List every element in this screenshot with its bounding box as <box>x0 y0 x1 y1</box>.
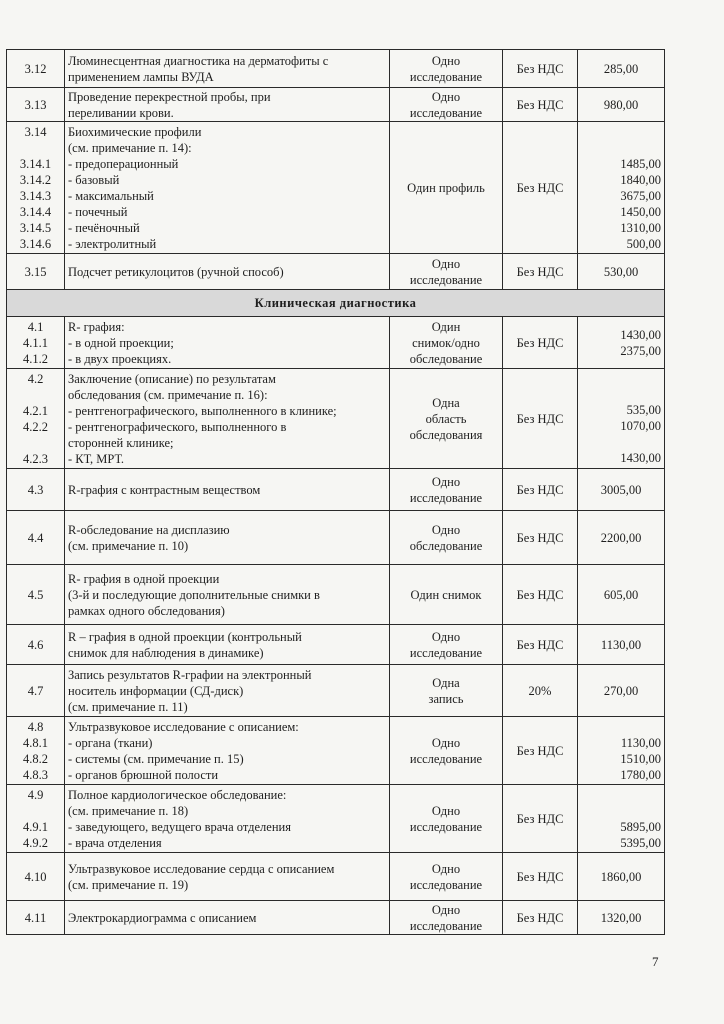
service-unit: Одно исследование <box>390 469 503 511</box>
row-number: 3.12 <box>7 50 65 88</box>
service-name: R- графия: - в одной проекции; - в двух проекциях. <box>65 317 390 369</box>
table-row <box>7 785 665 853</box>
row-number: 3.14 3.14.1 3.14.2 3.14.3 3.14.4 3.14.5 3.14.6 <box>7 122 65 254</box>
table-row <box>7 901 665 935</box>
row-number: 4.9 4.9.1 4.9.2 <box>7 785 65 853</box>
service-unit: Один профиль <box>390 122 503 254</box>
row-number: 4.8 4.8.1 4.8.2 4.8.3 <box>7 717 65 785</box>
vat-rate: Без НДС <box>503 469 578 511</box>
service-unit: Одно исследование <box>390 717 503 785</box>
service-price: 1320,00 <box>578 901 665 935</box>
service-price: 2200,00 <box>578 511 665 565</box>
table-row <box>7 565 665 625</box>
row-number: 4.10 <box>7 853 65 901</box>
service-unit: Один снимок/одно обследование <box>390 317 503 369</box>
service-name: R – графия в одной проекции (контрольный снимок для наблюдения в динамике) <box>65 625 390 665</box>
row-number: 3.15 <box>7 254 65 290</box>
service-price: 1430,00 2375,00 <box>578 317 665 369</box>
service-unit: Одно исследование <box>390 254 503 290</box>
vat-rate: Без НДС <box>503 565 578 625</box>
row-number: 4.2 4.2.1 4.2.2 4.2.3 <box>7 369 65 469</box>
service-name: R- графия в одной проекции (3-й и последующие дополнительные снимки в рамках одного обследования) <box>65 565 390 625</box>
table-row <box>7 122 665 254</box>
section-title: Клиническая диагностика <box>7 290 665 317</box>
row-number: 4.6 <box>7 625 65 665</box>
table-row <box>7 717 665 785</box>
row-number: 4.4 <box>7 511 65 565</box>
vat-rate: Без НДС <box>503 88 578 122</box>
row-number: 4.11 <box>7 901 65 935</box>
service-unit: Одна запись <box>390 665 503 717</box>
service-name: R-графия с контрастным веществом <box>65 469 390 511</box>
row-number: 4.5 <box>7 565 65 625</box>
vat-rate: Без НДС <box>503 122 578 254</box>
price-table <box>6 49 665 935</box>
table-row <box>7 88 665 122</box>
row-number: 4.3 <box>7 469 65 511</box>
service-price: 285,00 <box>578 50 665 88</box>
service-price: 605,00 <box>578 565 665 625</box>
service-price: 535,00 1070,00 1430,00 <box>578 369 665 469</box>
service-name: R-обследование на дисплазию (см. примечание п. 10) <box>65 511 390 565</box>
service-price: 1130,00 <box>578 625 665 665</box>
service-unit: Одно исследование <box>390 853 503 901</box>
service-price: 1485,00 1840,00 3675,00 1450,00 1310,00 500,00 <box>578 122 665 254</box>
table-row <box>7 625 665 665</box>
table-row <box>7 665 665 717</box>
vat-rate: Без НДС <box>503 369 578 469</box>
service-unit: Одна область обследования <box>390 369 503 469</box>
service-unit: Одно исследование <box>390 901 503 935</box>
service-name: Полное кардиологическое обследование: (см. примечание п. 18) - заведующего, ведущего врача отделения - врача отделения <box>65 785 390 853</box>
vat-rate: Без НДС <box>503 785 578 853</box>
row-number: 4.1 4.1.1 4.1.2 <box>7 317 65 369</box>
service-price: 980,00 <box>578 88 665 122</box>
vat-rate: Без НДС <box>503 717 578 785</box>
vat-rate: Без НДС <box>503 317 578 369</box>
table-row <box>7 50 665 88</box>
service-price: 1860,00 <box>578 853 665 901</box>
vat-rate: Без НДС <box>503 853 578 901</box>
table-row <box>7 317 665 369</box>
service-name: Подсчет ретикулоцитов (ручной способ) <box>65 254 390 290</box>
row-number: 4.7 <box>7 665 65 717</box>
service-unit: Одно исследование <box>390 88 503 122</box>
service-price: 5895,00 5395,00 <box>578 785 665 853</box>
table-row <box>7 254 665 290</box>
service-name: Ультразвуковое исследование с описанием: - органа (ткани) - системы (см. примечание п. 15) - органов брюшной полости <box>65 717 390 785</box>
vat-rate: Без НДС <box>503 511 578 565</box>
service-price: 530,00 <box>578 254 665 290</box>
row-number: 3.13 <box>7 88 65 122</box>
vat-rate: Без НДС <box>503 50 578 88</box>
service-price: 1130,00 1510,00 1780,00 <box>578 717 665 785</box>
table-row <box>7 853 665 901</box>
service-price: 270,00 <box>578 665 665 717</box>
service-unit: Один снимок <box>390 565 503 625</box>
service-name: Люминесцентная диагностика на дерматофиты с применением лампы ВУДА <box>65 50 390 88</box>
vat-rate: Без НДС <box>503 254 578 290</box>
service-unit: Одно исследование <box>390 625 503 665</box>
vat-rate: Без НДС <box>503 625 578 665</box>
service-name: Биохимические профили (см. примечание п. 14): - предоперационный - базовый - максимальный - почечный - печёночный - электролитный <box>65 122 390 254</box>
service-name: Запись результатов R-графии на электронный носитель информации (СД-диск) (см. примечание п. 11) <box>65 665 390 717</box>
page-number: 7 <box>652 954 659 969</box>
table-row <box>7 369 665 469</box>
service-name: Проведение перекрестной пробы, при переливании крови. <box>65 88 390 122</box>
table-row <box>7 469 665 511</box>
service-unit: Одно исследование <box>390 785 503 853</box>
section-header-row <box>7 290 665 317</box>
table-row <box>7 511 665 565</box>
service-unit: Одно обследование <box>390 511 503 565</box>
service-price: 3005,00 <box>578 469 665 511</box>
vat-rate: 20% <box>503 665 578 717</box>
service-name: Ультразвуковое исследование сердца с описанием (см. примечание п. 19) <box>65 853 390 901</box>
service-name: Заключение (описание) по результатам обследования (см. примечание п. 16): - рентгенографического, выполненного в клинике; - рентгенографического, выполненного в сторонней клинике; - КТ, МРТ. <box>65 369 390 469</box>
service-name: Электрокардиограмма с описанием <box>65 901 390 935</box>
service-unit: Одно исследование <box>390 50 503 88</box>
vat-rate: Без НДС <box>503 901 578 935</box>
